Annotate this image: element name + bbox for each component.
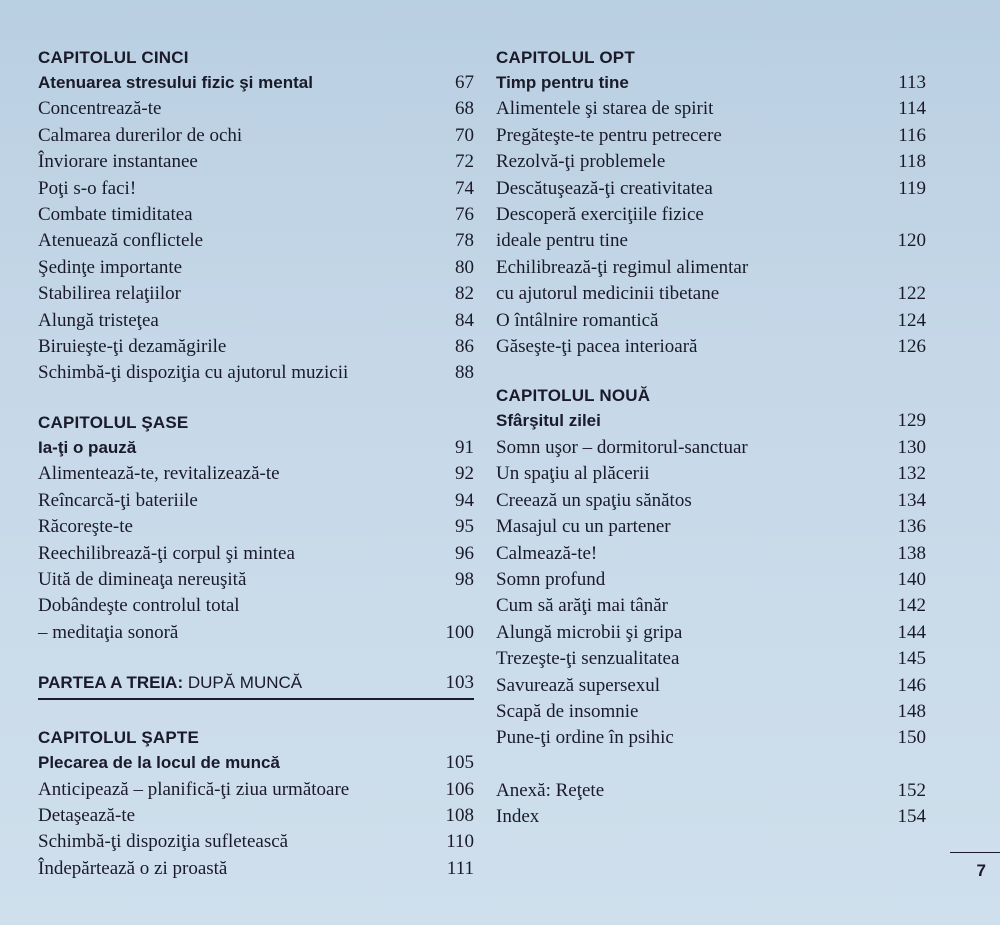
section-title-row[interactable] (496, 70, 926, 96)
entry-title: Calmează-te! (496, 542, 598, 564)
entry-title: Pregăteşte-te pentru petrecere (496, 124, 722, 146)
page-ref: 120 (897, 230, 926, 252)
page-ref: 142 (897, 595, 926, 617)
page-ref: 80 (455, 256, 474, 278)
toc-entry[interactable] (38, 281, 474, 307)
page-ref: 154 (897, 806, 926, 828)
toc-entry-multiline[interactable] (38, 593, 474, 646)
entry-title: Şedinţe importante (38, 256, 183, 278)
page-ref: 91 (455, 436, 474, 458)
entry-title-line: – meditaţia sonoră (38, 621, 179, 643)
entry-title: Reîncarcă-ţi bateriile (38, 489, 198, 511)
entry-title: Atenuează conflictele (38, 230, 204, 252)
page-ref: 113 (898, 72, 926, 93)
toc-entry[interactable] (38, 360, 474, 386)
toc-entry[interactable] (496, 176, 926, 202)
entry-title (38, 593, 240, 646)
page-ref: 96 (455, 542, 474, 564)
page-ref: 94 (455, 489, 474, 511)
page-ref: 126 (897, 336, 926, 358)
section-title: Sfârşitul zilei (496, 411, 601, 431)
page-ref: 76 (455, 204, 474, 226)
toc-entry[interactable] (38, 514, 474, 540)
toc-entry[interactable] (496, 308, 926, 334)
entry-title-line: ideale pentru tine (496, 230, 628, 252)
entry-title: Îndepărtează o zi proastă (38, 857, 228, 879)
page-ref: 74 (455, 177, 474, 199)
toc-entry[interactable] (496, 514, 926, 540)
page-ref: 145 (897, 648, 926, 670)
entry-title: Somn uşor – dormitorul-sanctuar (496, 436, 748, 458)
entry-title (496, 255, 748, 308)
page-ref: 100 (445, 621, 474, 643)
page-ref: 134 (897, 489, 926, 511)
page-ref: 92 (455, 463, 474, 485)
entry-title: Anticipează – planifică-ţi ziua următoare (38, 778, 350, 800)
page-ref: 68 (455, 98, 474, 120)
entry-title-line: Descoperă exerciţiile fizice (496, 204, 704, 226)
toc-list (496, 308, 926, 361)
toc-list (496, 435, 926, 752)
section-title-row[interactable] (38, 70, 474, 96)
entry-title: Scapă de insomnie (496, 700, 639, 722)
page-ref: 86 (455, 336, 474, 358)
section-title: Plecarea de la locul de muncă (38, 753, 280, 773)
entry-title: Creează un spaţiu sănătos (496, 489, 692, 511)
toc-entry[interactable] (496, 699, 926, 725)
page-number-rule (950, 852, 1000, 853)
entry-title: Pune-ţi ordine în psihic (496, 727, 674, 749)
entry-title: Anexă: Reţete (496, 779, 605, 801)
toc-entry[interactable] (38, 488, 474, 514)
page-ref: 106 (445, 778, 474, 800)
entry-title: Alungă tristeţea (38, 309, 159, 331)
toc-entry[interactable] (496, 541, 926, 567)
page-ref: 95 (455, 516, 474, 538)
page-ref: 118 (898, 151, 926, 173)
page-ref: 70 (455, 124, 474, 146)
toc-entry-multiline[interactable] (496, 202, 926, 255)
toc-entry[interactable] (38, 567, 474, 593)
page-ref: 129 (897, 410, 926, 432)
entry-title: Somn profund (496, 568, 606, 590)
chapter-label: CAPITOLUL ŞAPTE (38, 728, 200, 748)
toc-entry[interactable] (496, 461, 926, 487)
entry-title: O întâlnire romantică (496, 309, 659, 331)
page-ref: 130 (897, 436, 926, 458)
page-ref: 122 (897, 283, 926, 305)
entry-title: Masajul cu un partener (496, 516, 671, 538)
left-column (38, 46, 474, 906)
page-ref: 72 (455, 151, 474, 173)
right-column (496, 46, 926, 831)
page-ref: 105 (445, 752, 474, 774)
toc-entry[interactable] (38, 255, 474, 281)
entry-title: Înviorare instantanee (38, 151, 198, 173)
toc-entry[interactable] (496, 96, 926, 122)
toc-entry[interactable] (38, 541, 474, 567)
page-ref: 132 (897, 463, 926, 485)
entry-title: Alungă microbii şi gripa (496, 621, 683, 643)
entry-title: Uită de dimineaţa nereuşită (38, 568, 247, 590)
toc-entry[interactable] (496, 488, 926, 514)
page-ref: 138 (897, 542, 926, 564)
page-ref: 146 (897, 674, 926, 696)
toc-entry[interactable] (38, 461, 474, 487)
toc-list (38, 777, 474, 883)
entry-title: Rezolvă-ţi problemele (496, 151, 666, 173)
page-ref: 67 (455, 72, 474, 93)
page-ref: 111 (446, 857, 474, 879)
entry-title: Găseşte-ţi pacea interioară (496, 336, 698, 358)
page-ref: 116 (898, 124, 926, 146)
page-ref: 124 (897, 309, 926, 331)
toc-entry[interactable] (496, 804, 926, 830)
page-ref: 78 (455, 230, 474, 252)
toc-entry[interactable] (496, 149, 926, 175)
entry-title-line: Echilibrează-ţi regimul alimentar (496, 256, 749, 278)
toc-list (38, 461, 474, 593)
entry-title: Savurează supersexul (496, 674, 661, 696)
toc-entry[interactable] (38, 202, 474, 228)
toc-entry[interactable] (38, 334, 474, 360)
entry-title: Descătuşează-ţi creativitatea (496, 177, 713, 199)
toc-entry[interactable] (38, 123, 474, 149)
page-ref: 88 (455, 362, 474, 384)
toc-entry[interactable] (496, 778, 926, 804)
toc-entry[interactable] (38, 149, 474, 175)
chapter-label: CAPITOLUL NOUĂ (496, 386, 651, 406)
entry-title: Biruieşte-ţi dezamăgirile (38, 336, 227, 358)
page-ref: 98 (455, 568, 474, 590)
chapter-six (38, 411, 474, 646)
toc-entry[interactable] (38, 803, 474, 829)
chapter-label: CAPITOLUL CINCI (38, 48, 189, 67)
toc-entry[interactable] (496, 593, 926, 619)
part-three-heading[interactable] (38, 670, 474, 700)
page-ref: 119 (898, 177, 926, 199)
toc-entry[interactable] (38, 96, 474, 122)
toc-entry[interactable] (38, 228, 474, 254)
chapter-label: CAPITOLUL OPT (496, 48, 635, 67)
page-ref: 82 (455, 283, 474, 305)
toc-entry-multiline[interactable] (496, 255, 926, 308)
toc-entry[interactable] (496, 620, 926, 646)
chapter-label: CAPITOLUL ŞASE (38, 412, 189, 432)
toc-entry[interactable] (496, 435, 926, 461)
page-number: 7 (976, 861, 986, 880)
entry-title-line: Dobândeşte controlul total (38, 595, 240, 617)
toc-entry[interactable] (496, 123, 926, 149)
entry-title-line: cu ajutorul medicinii tibetane (496, 283, 720, 305)
page-ref: 114 (898, 98, 926, 120)
page-ref: 84 (455, 309, 474, 331)
page-ref: 140 (897, 568, 926, 590)
entry-title: Poţi s-o faci! (38, 177, 137, 199)
toc-entry[interactable] (496, 334, 926, 360)
part-label: PARTEA A TREIA: (38, 673, 184, 693)
toc-entry[interactable] (38, 308, 474, 334)
entry-title: Un spaţiu al plăcerii (496, 463, 650, 485)
section-title-row[interactable] (496, 408, 926, 434)
entry-title: Index (496, 806, 540, 828)
section-title: Timp pentru tine (496, 73, 629, 92)
page-ref: 136 (897, 516, 926, 538)
entry-title: Calmarea durerilor de ochi (38, 124, 243, 146)
entry-title: Concentrează-te (38, 98, 162, 120)
chapter-nine (496, 384, 926, 751)
appendix-list (496, 778, 926, 831)
section-title-row[interactable] (38, 750, 474, 776)
entry-title: Trezeşte-ţi senzualitatea (496, 648, 680, 670)
entry-title: Alimentează-te, revitalizează-te (38, 463, 280, 485)
page-ref: 103 (445, 672, 474, 694)
part-title (38, 670, 302, 696)
section-title: Atenuarea stresului fizic şi mental (38, 73, 313, 92)
entry-title: Răcoreşte-te (38, 516, 133, 538)
toc-entry[interactable] (496, 673, 926, 699)
chapter-seven (38, 726, 474, 882)
toc-list (38, 96, 474, 386)
toc-entry[interactable] (496, 646, 926, 672)
page-ref: 150 (897, 727, 926, 749)
page-ref: 148 (897, 700, 926, 722)
section-title: Ia-ţi o pauză (38, 437, 137, 457)
entry-title: Alimentele şi starea de spirit (496, 98, 714, 120)
entry-title (496, 202, 704, 255)
toc-entry[interactable] (38, 829, 474, 855)
toc-entry[interactable] (38, 777, 474, 803)
entry-title: Stabilirea relaţiilor (38, 283, 181, 305)
page-ref: 144 (897, 621, 926, 643)
page-ref: 110 (446, 831, 474, 853)
entry-title: Cum să arăţi mai tânăr (496, 595, 668, 617)
page-ref: 152 (897, 779, 926, 801)
toc-entry[interactable] (38, 856, 474, 882)
toc-list (496, 96, 926, 202)
toc-entry[interactable] (38, 176, 474, 202)
entry-title: Detaşează-te (38, 804, 136, 826)
entry-title: Schimbă-ţi dispoziţia sufletească (38, 831, 289, 853)
chapter-eight (496, 46, 926, 360)
page-ref: 108 (445, 804, 474, 826)
entry-title: Schimbă-ţi dispoziţia cu ajutorul muzicii (38, 362, 349, 384)
part-name: DUPĂ MUNCĂ (183, 673, 303, 693)
entry-title: Reechilibrează-ţi corpul şi mintea (38, 542, 295, 564)
section-title-row[interactable] (38, 435, 474, 461)
toc-entry[interactable] (496, 567, 926, 593)
entry-title: Combate timiditatea (38, 204, 193, 226)
toc-entry[interactable] (496, 725, 926, 751)
chapter-five (38, 46, 474, 387)
